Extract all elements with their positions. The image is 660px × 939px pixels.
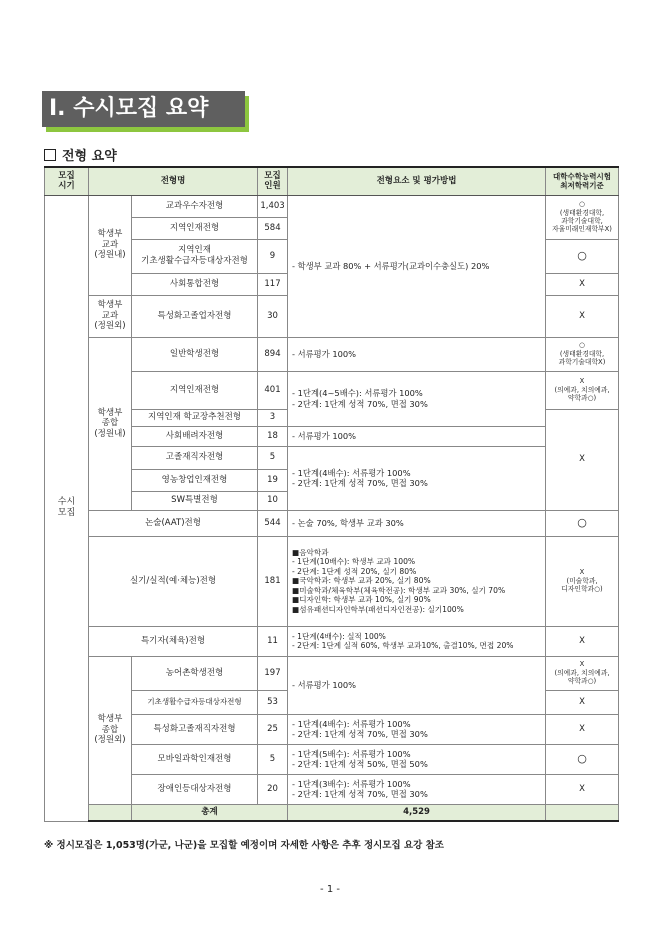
table-row bbox=[45, 371, 619, 409]
type-count: 19 bbox=[258, 469, 288, 491]
csat-cell: X (의예과, 치의예과, 약학과○) bbox=[546, 656, 619, 690]
type-count: 401 bbox=[258, 371, 288, 409]
header-period: 모집 시기 bbox=[45, 167, 89, 195]
section-title: 전형 요약 bbox=[62, 149, 117, 164]
group-cell: 학생부 종합 (정원내) bbox=[89, 337, 132, 510]
type-count: 894 bbox=[258, 337, 288, 371]
type-count: 53 bbox=[258, 690, 288, 714]
table-row bbox=[45, 714, 619, 744]
type-name: 교과우수자전형 bbox=[132, 195, 258, 217]
method-cell: - 1단계(4~5배수): 서류평가 100% - 2단계: 1단계 성적 70%, 면접 30% bbox=[288, 371, 546, 426]
method-cell: - 학생부 교과 80% + 서류평가(교과이수충실도) 20% bbox=[288, 195, 546, 337]
method-cell: - 서류평가 100% bbox=[288, 656, 546, 714]
total-label: 총계 bbox=[132, 804, 288, 821]
type-name: 모바일과학인재전형 bbox=[132, 744, 258, 774]
admission-summary-table bbox=[44, 166, 619, 822]
table-row bbox=[45, 744, 619, 774]
type-count: 30 bbox=[258, 295, 288, 337]
csat-cell: X bbox=[546, 690, 619, 714]
type-count: 9 bbox=[258, 239, 288, 273]
type-count: 117 bbox=[258, 273, 288, 295]
csat-cell: X bbox=[546, 714, 619, 744]
csat-cell: ○ (생태환경대학, 과학기술대학, 자율미래인재학부X) bbox=[546, 195, 619, 239]
type-name: 기초생활수급자등대상자전형 bbox=[132, 690, 258, 714]
period-cell: 수시 모집 bbox=[45, 195, 89, 821]
type-name: 지역인재 학교장추천전형 bbox=[132, 409, 258, 426]
method-cell: - 1단계(4배수): 실적 100% - 2단계: 1단계 실적 60%, 학생부 교과10%, 출결10%, 면접 20% bbox=[288, 626, 546, 656]
type-count: 5 bbox=[258, 744, 288, 774]
checkbox-icon bbox=[44, 149, 56, 161]
header-name: 전형명 bbox=[89, 167, 258, 195]
method-cell: - 1단계(3배수): 서류평가 100% - 2단계: 1단계 성적 70%, 면접 30% bbox=[288, 774, 546, 804]
type-name: 특기자(체육)전형 bbox=[89, 626, 258, 656]
csat-cell: X bbox=[546, 626, 619, 656]
method-cell: - 서류평가 100% bbox=[288, 337, 546, 371]
table-row bbox=[45, 656, 619, 690]
type-name: 사회배려자전형 bbox=[132, 426, 258, 446]
type-count: 544 bbox=[258, 510, 288, 536]
chapter-title: Ⅰ. 수시모집 요약 bbox=[42, 91, 245, 127]
type-count: 181 bbox=[258, 536, 288, 626]
type-name: 일반학생전형 bbox=[132, 337, 258, 371]
type-name: 특성화고졸업자전형 bbox=[132, 295, 258, 337]
header-method: 전형요소 및 평가방법 bbox=[288, 167, 546, 195]
table-header-row bbox=[45, 167, 619, 195]
method-cell: - 논술 70%, 학생부 교과 30% bbox=[288, 510, 546, 536]
table-row bbox=[45, 536, 619, 626]
type-count: 197 bbox=[258, 656, 288, 690]
csat-cell: X bbox=[546, 273, 619, 295]
table-row bbox=[45, 626, 619, 656]
type-name: 특성화고졸재직자전형 bbox=[132, 714, 258, 744]
csat-cell: ○ bbox=[546, 510, 619, 536]
type-count: 3 bbox=[258, 409, 288, 426]
csat-cell: ○ bbox=[546, 744, 619, 774]
type-count: 11 bbox=[258, 626, 288, 656]
footnote: ※ 정시모집은 1,053명(가군, 나군)을 모집할 예정이며 자세한 사항은 추후 정시모집 요강 참조 bbox=[44, 840, 444, 851]
csat-cell: X bbox=[546, 409, 619, 510]
total-empty-cell bbox=[89, 804, 132, 821]
page-number: - 1 - bbox=[320, 884, 340, 895]
type-name: 지역인재전형 bbox=[132, 217, 258, 239]
type-name: 장애인등대상자전형 bbox=[132, 774, 258, 804]
csat-cell: X (미술학과, 디자인학과○) bbox=[546, 536, 619, 626]
total-empty-method bbox=[546, 804, 619, 821]
csat-cell: ○ bbox=[546, 239, 619, 273]
type-name: 실기/실적(예·체능)전형 bbox=[89, 536, 258, 626]
method-cell: - 1단계(5배수): 서류평가 100% - 2단계: 1단계 성적 50%, 면접 50% bbox=[288, 744, 546, 774]
type-count: 1,403 bbox=[258, 195, 288, 217]
method-cell: - 1단계(4배수): 서류평가 100% - 2단계: 1단계 성적 70%, 면접 30% bbox=[288, 714, 546, 744]
type-name: 논술(AAT)전형 bbox=[89, 510, 258, 536]
type-count: 20 bbox=[258, 774, 288, 804]
chapter-title-block bbox=[42, 91, 245, 127]
method-cell: - 1단계(4배수): 서류평가 100% - 2단계: 1단계 성적 70%, 면접 30% bbox=[288, 446, 546, 510]
total-count: 4,529 bbox=[288, 804, 546, 821]
type-name: 영농창업인재전형 bbox=[132, 469, 258, 491]
type-count: 18 bbox=[258, 426, 288, 446]
method-cell: - 서류평가 100% bbox=[288, 426, 546, 446]
header-csat: 대학수학능력시험 최저학력기준 bbox=[546, 167, 619, 195]
type-count: 25 bbox=[258, 714, 288, 744]
type-count: 584 bbox=[258, 217, 288, 239]
group-cell: 학생부 교과 (정원내) bbox=[89, 195, 132, 295]
section-heading bbox=[44, 145, 117, 164]
type-name: 지역인재 기초생활수급자등대상자전형 bbox=[132, 239, 258, 273]
total-row bbox=[45, 804, 619, 821]
type-count: 10 bbox=[258, 491, 288, 510]
type-name: 농어촌학생전형 bbox=[132, 656, 258, 690]
type-name: SW특별전형 bbox=[132, 491, 258, 510]
method-cell: ■음악학과 - 1단계(10배수): 학생부 교과 100% - 2단계: 1단계 성적 20%, 실기 80% ■국악학과: 학생부 교과 20%, 실기 80% ■미술학과/체육학부(체육학전공): 학생부 교과 30%, 실기 70% ■디자인학: 학생부 교과 10%, 실기 90% ■섬유패션디자인학부(패션디자인전공): 실기100% bbox=[288, 536, 546, 626]
csat-cell: X bbox=[546, 774, 619, 804]
group-cell: 학생부 교과 (정원외) bbox=[89, 295, 132, 337]
type-name: 지역인재전형 bbox=[132, 371, 258, 409]
csat-cell: ○ (생태환경대학, 과학기술대학X) bbox=[546, 337, 619, 371]
table-row bbox=[45, 195, 619, 217]
table-row bbox=[45, 774, 619, 804]
type-name: 고졸재직자전형 bbox=[132, 446, 258, 469]
table-row bbox=[45, 446, 619, 469]
group-cell: 학생부 종합 (정원외) bbox=[89, 656, 132, 804]
csat-cell: X bbox=[546, 295, 619, 337]
table-row bbox=[45, 426, 619, 446]
table-row bbox=[45, 337, 619, 371]
type-count: 5 bbox=[258, 446, 288, 469]
type-name: 사회통합전형 bbox=[132, 273, 258, 295]
table-row bbox=[45, 510, 619, 536]
csat-cell: X (의예과, 치의예과, 약학과○) bbox=[546, 371, 619, 409]
header-count: 모집 인원 bbox=[258, 167, 288, 195]
